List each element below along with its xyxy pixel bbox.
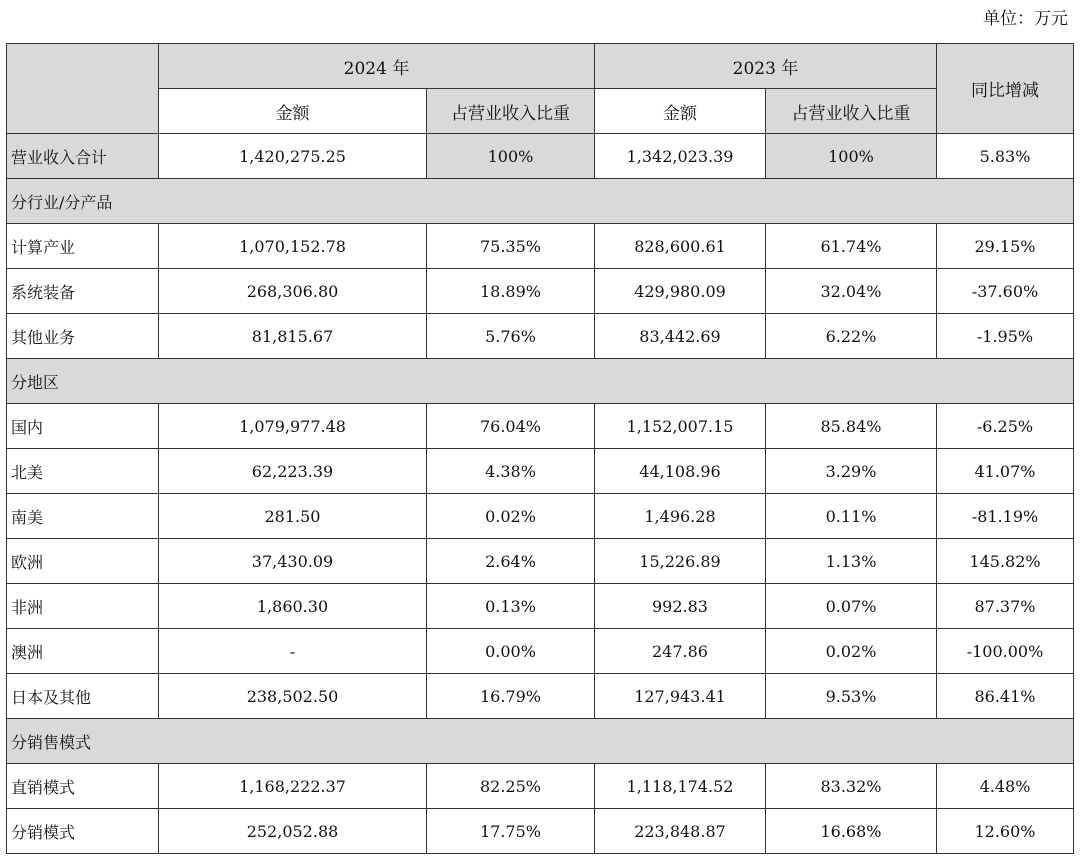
cell-amount-2024: 37,430.09 xyxy=(159,539,427,584)
header-amount-2024: 金额 xyxy=(159,89,427,134)
cell-share-2023: 1.13% xyxy=(766,539,937,584)
table-row xyxy=(7,674,1074,719)
cell-amount-2023: 127,943.41 xyxy=(595,674,766,719)
cell-share-2023: 0.07% xyxy=(766,584,937,629)
cell-amount-2023: 223,848.87 xyxy=(595,809,766,854)
cell-amount-2024: 81,815.67 xyxy=(159,314,427,359)
header-amount-2023: 金额 xyxy=(595,89,766,134)
table-row xyxy=(7,629,1074,674)
table-row xyxy=(7,809,1074,854)
cell-amount-2024: - xyxy=(159,629,427,674)
cell-amount-2024: 268,306.80 xyxy=(159,269,427,314)
cell-yoy: 29.15% xyxy=(937,224,1074,269)
cell-share-2024: 4.38% xyxy=(427,449,595,494)
cell-yoy: 12.60% xyxy=(937,809,1074,854)
total-label: 营业收入合计 xyxy=(7,134,159,179)
row-label: 分销模式 xyxy=(7,809,159,854)
table-row xyxy=(7,314,1074,359)
cell-share-2024: 75.35% xyxy=(427,224,595,269)
cell-share-2023: 83.32% xyxy=(766,764,937,809)
header-row-years xyxy=(7,44,1074,89)
cell-amount-2023: 828,600.61 xyxy=(595,224,766,269)
cell-amount-2023: 15,226.89 xyxy=(595,539,766,584)
row-label: 欧洲 xyxy=(7,539,159,584)
cell-share-2023: 9.53% xyxy=(766,674,937,719)
cell-share-2024: 0.02% xyxy=(427,494,595,539)
section-header-row xyxy=(7,719,1074,764)
row-label: 其他业务 xyxy=(7,314,159,359)
cell-share-2023: 32.04% xyxy=(766,269,937,314)
cell-share-2024: 0.13% xyxy=(427,584,595,629)
cell-yoy: -37.60% xyxy=(937,269,1074,314)
cell-share-2023: 3.29% xyxy=(766,449,937,494)
cell-share-2023: 61.74% xyxy=(766,224,937,269)
table-row xyxy=(7,224,1074,269)
cell-amount-2024: 62,223.39 xyxy=(159,449,427,494)
header-share-2023: 占营业收入比重 xyxy=(766,89,937,134)
section-header-row xyxy=(7,359,1074,404)
row-label: 直销模式 xyxy=(7,764,159,809)
cell-yoy: -100.00% xyxy=(937,629,1074,674)
cell-yoy: 87.37% xyxy=(937,584,1074,629)
cell-amount-2024: 1,079,977.48 xyxy=(159,404,427,449)
header-share-2024: 占营业收入比重 xyxy=(427,89,595,134)
cell-amount-2024: 238,502.50 xyxy=(159,674,427,719)
cell-share-2023: 0.02% xyxy=(766,629,937,674)
cell-amount-2024: 1,070,152.78 xyxy=(159,224,427,269)
table-row xyxy=(7,404,1074,449)
section-title: 分行业/分产品 xyxy=(7,179,1074,224)
unit-label: 单位：万元 xyxy=(983,9,1068,29)
cell-amount-2023: 1,152,007.15 xyxy=(595,404,766,449)
cell-amount-2024: 281.50 xyxy=(159,494,427,539)
cell-amount-2024: 1,168,222.37 xyxy=(159,764,427,809)
row-label: 非洲 xyxy=(7,584,159,629)
section-header-row xyxy=(7,179,1074,224)
total-share-2024: 100% xyxy=(427,134,595,179)
total-row xyxy=(7,134,1074,179)
cell-yoy: 145.82% xyxy=(937,539,1074,584)
cell-share-2024: 2.64% xyxy=(427,539,595,584)
header-year-2023: 2023 年 xyxy=(595,44,937,89)
row-label: 计算产业 xyxy=(7,224,159,269)
row-label: 系统装备 xyxy=(7,269,159,314)
section-title: 分销售模式 xyxy=(7,719,1074,764)
cell-yoy: 41.07% xyxy=(937,449,1074,494)
cell-share-2024: 76.04% xyxy=(427,404,595,449)
total-amount-2024: 1,420,275.25 xyxy=(159,134,427,179)
cell-share-2024: 0.00% xyxy=(427,629,595,674)
cell-share-2023: 85.84% xyxy=(766,404,937,449)
cell-share-2024: 16.79% xyxy=(427,674,595,719)
cell-share-2024: 18.89% xyxy=(427,269,595,314)
row-label: 国内 xyxy=(7,404,159,449)
revenue-table xyxy=(6,43,1074,854)
cell-share-2023: 16.68% xyxy=(766,809,937,854)
section-title: 分地区 xyxy=(7,359,1074,404)
header-row-columns xyxy=(7,89,1074,134)
cell-amount-2023: 992.83 xyxy=(595,584,766,629)
cell-share-2024: 17.75% xyxy=(427,809,595,854)
table-row xyxy=(7,449,1074,494)
row-label: 南美 xyxy=(7,494,159,539)
cell-yoy: -81.19% xyxy=(937,494,1074,539)
cell-amount-2023: 1,496.28 xyxy=(595,494,766,539)
cell-amount-2023: 1,118,174.52 xyxy=(595,764,766,809)
cell-amount-2023: 429,980.09 xyxy=(595,269,766,314)
cell-amount-2023: 44,108.96 xyxy=(595,449,766,494)
revenue-table-body xyxy=(7,44,1074,854)
cell-amount-2023: 247.86 xyxy=(595,629,766,674)
table-row xyxy=(7,494,1074,539)
header-year-2024: 2024 年 xyxy=(159,44,595,89)
total-yoy: 5.83% xyxy=(937,134,1074,179)
cell-amount-2024: 1,860.30 xyxy=(159,584,427,629)
total-amount-2023: 1,342,023.39 xyxy=(595,134,766,179)
cell-yoy: -1.95% xyxy=(937,314,1074,359)
cell-yoy: 4.48% xyxy=(937,764,1074,809)
table-row xyxy=(7,584,1074,629)
table-row xyxy=(7,539,1074,584)
cell-yoy: 86.41% xyxy=(937,674,1074,719)
header-corner-cell xyxy=(7,44,159,134)
cell-share-2023: 0.11% xyxy=(766,494,937,539)
cell-share-2024: 82.25% xyxy=(427,764,595,809)
cell-share-2023: 6.22% xyxy=(766,314,937,359)
table-row xyxy=(7,269,1074,314)
cell-amount-2024: 252,052.88 xyxy=(159,809,427,854)
cell-share-2024: 5.76% xyxy=(427,314,595,359)
row-label: 北美 xyxy=(7,449,159,494)
cell-amount-2023: 83,442.69 xyxy=(595,314,766,359)
table-row xyxy=(7,764,1074,809)
header-yoy: 同比增减 xyxy=(937,44,1074,134)
row-label: 日本及其他 xyxy=(7,674,159,719)
cell-yoy: -6.25% xyxy=(937,404,1074,449)
total-share-2023: 100% xyxy=(766,134,937,179)
row-label: 澳洲 xyxy=(7,629,159,674)
